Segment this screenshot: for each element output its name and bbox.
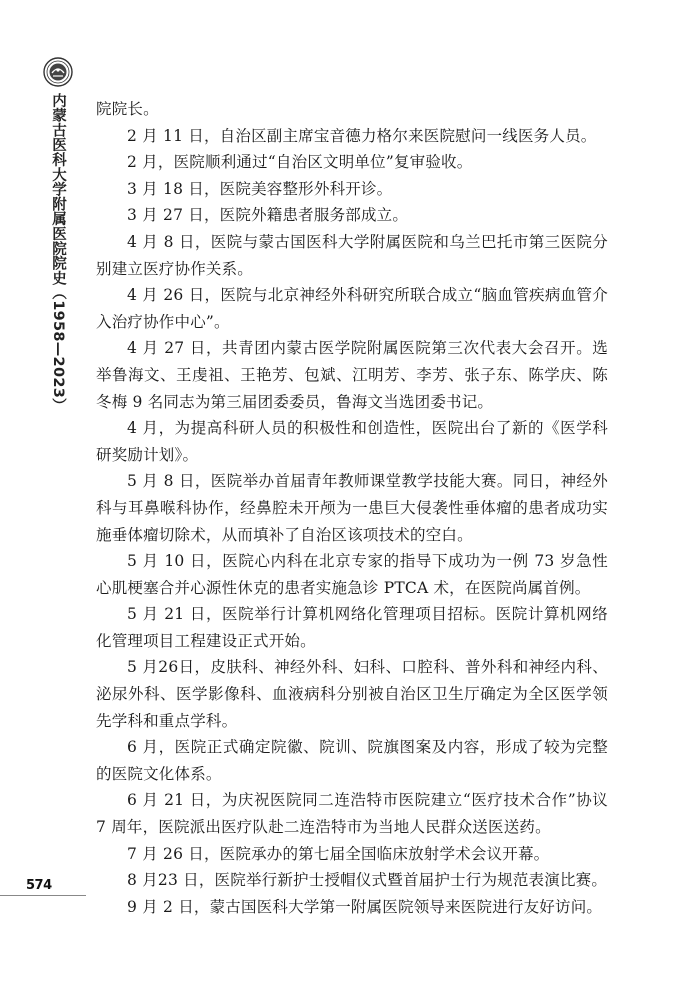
paragraph: 2 月，医院顺利通过“自治区文明单位”复审验收。	[127, 153, 473, 172]
paragraph: 7 月 26 日，医院承办的第七届全国临床放射学术会议开幕。	[127, 844, 550, 863]
paragraph: 3 月 18 日，医院美容整形外科开诊。	[127, 179, 393, 198]
paragraph: 4 月 8 日，医院与蒙古国医科大学附属医院和乌兰巴托市第三医院分别建立医疗协作关系。	[96, 232, 608, 278]
paragraph: 6 月，医院正式确定院徽、院训、院旗图案及内容，形成了较为完整的医院文化体系。	[96, 738, 608, 783]
paragraph: 4 月 26 日，医院与北京神经外科研究所联合成立“脑血管疾病血管介入治疗协作中心”。	[96, 286, 608, 331]
paragraph: 4 月 27 日，共青团内蒙古医学院附属医院第三次代表大会召开。选举鲁海文、王虔祖、王艳芳、包斌、江明芳、李芳、张子东、陈学庆、陈冬梅 9 名同志为第三届团委委员，鲁海文当选团委书记。	[96, 339, 608, 411]
paragraph: 4 月，为提高科研人员的积极性和创造性，医院出台了新的《医学科研奖励计划》。	[96, 419, 608, 464]
paragraph: 6 月 21 日，为庆祝医院同二连浩特市医院建立“医疗技术合作”协议 7 周年，医院派出医疗队赴二连浩特市为当地人民群众送医送药。	[96, 791, 608, 837]
paragraph: 8 月23 日，医院举行新护士授帽仪式暨首届护士行为规范表演比赛。	[127, 871, 608, 890]
paragraph: 5 月 8 日，医院举办首届青年教师课堂教学技能大赛。同日，神经外科与耳鼻喉科协作，经鼻腔未开颅为一患巨大侵袭性垂体瘤的患者成功实施垂体瘤切除术，从而填补了自治区该项技术的空白。	[96, 472, 608, 544]
page-number: 574	[26, 878, 52, 893]
page-number-rule	[0, 895, 86, 896]
chronicle-text	[96, 96, 608, 920]
running-title: 内蒙古医科大学附属医院院史（1958—2023）	[50, 93, 66, 413]
paragraph: 5 月 10 日，医院心内科在北京专家的指导下成功为一例 73 岁急性心肌梗塞合并心源性休克的患者实施急诊 PTCA 术，在医院尚属首例。	[96, 552, 608, 597]
university-seal-icon	[43, 57, 73, 87]
paragraph: 5 月26日，皮肤科、神经外科、妇科、口腔科、普外科和神经内科、泌尿外科、医学影像科、血液病科分别被自治区卫生厅确定为全区医学领先学科和重点学科。	[96, 658, 608, 730]
paragraph: 2 月 11 日，自治区副主席宝音德力格尔来医院慰问一线医务人员。	[127, 126, 597, 145]
paragraph: 5 月 21 日，医院举行计算机网络化管理项目招标。医院计算机网络化管理项目工程建设正式开始。	[96, 605, 608, 650]
paragraph: 9 月 2 日，蒙古国医科大学第一附属医院领导来医院进行友好访问。	[127, 897, 603, 916]
paragraph: 3 月 27 日，医院外籍患者服务部成立。	[127, 206, 409, 225]
paragraph: 院院长。	[96, 100, 159, 118]
